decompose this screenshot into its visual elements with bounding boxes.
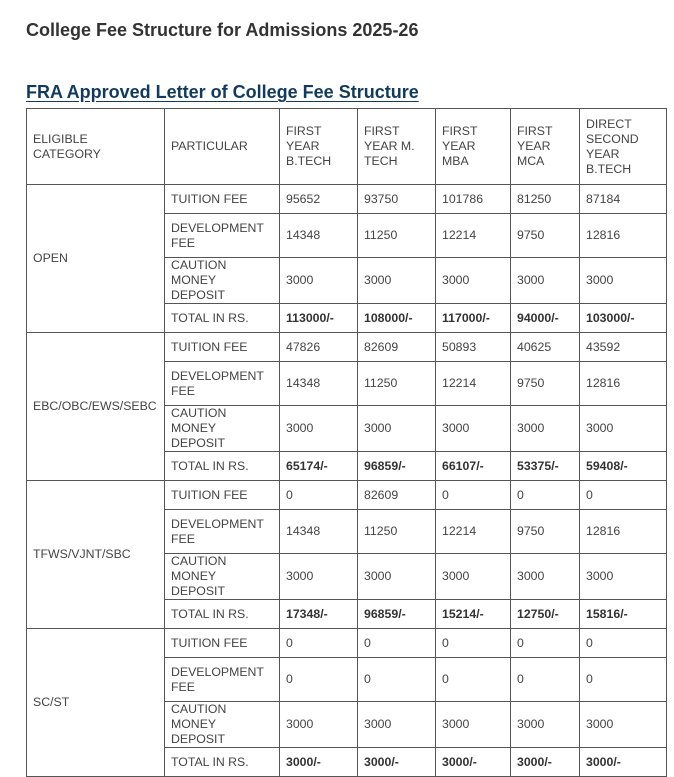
total-value-cell: 15816/- [580, 600, 667, 629]
fee-value-cell: 0 [511, 658, 580, 702]
fee-value-cell: 3000 [436, 258, 511, 304]
header-course: FIRST YEAR B.TECH [280, 109, 358, 185]
fee-value-cell: 0 [358, 629, 436, 658]
fee-value-cell: 14348 [280, 362, 358, 406]
particular-cell: TOTAL IN RS. [165, 748, 280, 777]
fee-value-cell: 12816 [580, 510, 667, 554]
fee-value-cell: 12816 [580, 362, 667, 406]
total-value-cell: 17348/- [280, 600, 358, 629]
total-value-cell: 3000/- [358, 748, 436, 777]
fee-value-cell: 3000 [358, 406, 436, 452]
total-value-cell: 3000/- [436, 748, 511, 777]
fee-value-cell: 14348 [280, 510, 358, 554]
fee-value-cell: 3000 [511, 554, 580, 600]
particular-cell: CAUTION MONEY DEPOSIT [165, 258, 280, 304]
fee-value-cell: 3000 [511, 702, 580, 748]
table-row [27, 481, 667, 510]
total-value-cell: 65174/- [280, 452, 358, 481]
fee-value-cell: 3000 [280, 258, 358, 304]
fee-value-cell: 12214 [436, 214, 511, 258]
fra-approved-letter-link[interactable]: FRA Approved Letter of College Fee Structure [26, 82, 419, 102]
table-row [27, 333, 667, 362]
fee-value-cell: 9750 [511, 214, 580, 258]
particular-cell: TOTAL IN RS. [165, 452, 280, 481]
fee-value-cell: 3000 [511, 406, 580, 452]
fee-value-cell: 0 [280, 658, 358, 702]
particular-cell: CAUTION MONEY DEPOSIT [165, 406, 280, 452]
fee-value-cell: 82609 [358, 333, 436, 362]
particular-cell: CAUTION MONEY DEPOSIT [165, 554, 280, 600]
fee-value-cell: 47826 [280, 333, 358, 362]
fee-value-cell: 12214 [436, 510, 511, 554]
fee-value-cell: 14348 [280, 214, 358, 258]
fee-value-cell: 81250 [511, 185, 580, 214]
total-value-cell: 3000/- [280, 748, 358, 777]
total-value-cell: 113000/- [280, 304, 358, 333]
table-row [27, 185, 667, 214]
fee-value-cell: 0 [580, 481, 667, 510]
particular-cell: TOTAL IN RS. [165, 304, 280, 333]
fee-value-cell: 11250 [358, 510, 436, 554]
fee-value-cell: 93750 [358, 185, 436, 214]
header-particular: PARTICULAR [165, 109, 280, 185]
fee-value-cell: 3000 [436, 702, 511, 748]
header-eligible-category: ELIGIBLE CATEGORY [27, 109, 165, 185]
fee-value-cell: 3000 [280, 702, 358, 748]
particular-cell: DEVELOPMENT FEE [165, 510, 280, 554]
header-course: FIRST YEAR MCA [511, 109, 580, 185]
total-value-cell: 103000/- [580, 304, 667, 333]
fee-value-cell: 3000 [580, 702, 667, 748]
particular-cell: DEVELOPMENT FEE [165, 214, 280, 258]
particular-cell: DEVELOPMENT FEE [165, 658, 280, 702]
fee-value-cell: 0 [280, 629, 358, 658]
particular-cell: TOTAL IN RS. [165, 600, 280, 629]
fee-value-cell: 3000 [580, 406, 667, 452]
fee-value-cell: 3000 [358, 702, 436, 748]
fee-value-cell: 0 [436, 658, 511, 702]
fee-structure-table [26, 108, 667, 777]
fee-value-cell: 9750 [511, 510, 580, 554]
fee-value-cell: 0 [436, 481, 511, 510]
fee-value-cell: 50893 [436, 333, 511, 362]
fee-value-cell: 0 [580, 629, 667, 658]
total-value-cell: 53375/- [511, 452, 580, 481]
category-cell: EBC/OBC/EWS/SEBC [27, 333, 165, 481]
fee-value-cell: 12214 [436, 362, 511, 406]
fee-value-cell: 0 [436, 629, 511, 658]
fee-value-cell: 82609 [358, 481, 436, 510]
header-course: DIRECT SECOND YEAR B.TECH [580, 109, 667, 185]
total-value-cell: 66107/- [436, 452, 511, 481]
fee-value-cell: 3000 [358, 554, 436, 600]
total-value-cell: 96859/- [358, 452, 436, 481]
table-header-row [27, 109, 667, 185]
total-value-cell: 108000/- [358, 304, 436, 333]
fee-value-cell: 12816 [580, 214, 667, 258]
fee-value-cell: 3000 [358, 258, 436, 304]
page-title: College Fee Structure for Admissions 2025-26 [26, 20, 419, 40]
fee-value-cell: 0 [280, 481, 358, 510]
fee-value-cell: 43592 [580, 333, 667, 362]
particular-cell: CAUTION MONEY DEPOSIT [165, 702, 280, 748]
fee-value-cell: 11250 [358, 362, 436, 406]
fee-value-cell: 0 [511, 481, 580, 510]
total-value-cell: 3000/- [580, 748, 667, 777]
fee-table-body [27, 185, 667, 777]
category-cell: TFWS/VJNT/SBC [27, 481, 165, 629]
particular-cell: TUITION FEE [165, 629, 280, 658]
total-value-cell: 94000/- [511, 304, 580, 333]
fee-value-cell: 101786 [436, 185, 511, 214]
total-value-cell: 59408/- [580, 452, 667, 481]
header-course: FIRST YEAR MBA [436, 109, 511, 185]
fee-value-cell: 3000 [436, 406, 511, 452]
fee-value-cell: 3000 [511, 258, 580, 304]
particular-cell: TUITION FEE [165, 185, 280, 214]
category-cell: OPEN [27, 185, 165, 333]
total-value-cell: 12750/- [511, 600, 580, 629]
category-cell: SC/ST [27, 629, 165, 777]
particular-cell: DEVELOPMENT FEE [165, 362, 280, 406]
fee-value-cell: 11250 [358, 214, 436, 258]
fee-value-cell: 9750 [511, 362, 580, 406]
fee-value-cell: 3000 [280, 406, 358, 452]
fee-value-cell: 3000 [280, 554, 358, 600]
fee-value-cell: 87184 [580, 185, 667, 214]
fee-value-cell: 0 [358, 658, 436, 702]
fee-value-cell: 3000 [580, 258, 667, 304]
fee-value-cell: 0 [511, 629, 580, 658]
total-value-cell: 96859/- [358, 600, 436, 629]
table-row [27, 629, 667, 658]
fee-value-cell: 3000 [580, 554, 667, 600]
total-value-cell: 3000/- [511, 748, 580, 777]
particular-cell: TUITION FEE [165, 333, 280, 362]
fee-value-cell: 0 [580, 658, 667, 702]
fee-value-cell: 3000 [436, 554, 511, 600]
header-course: FIRST YEAR M. TECH [358, 109, 436, 185]
fee-value-cell: 95652 [280, 185, 358, 214]
particular-cell: TUITION FEE [165, 481, 280, 510]
total-value-cell: 117000/- [436, 304, 511, 333]
total-value-cell: 15214/- [436, 600, 511, 629]
fee-value-cell: 40625 [511, 333, 580, 362]
